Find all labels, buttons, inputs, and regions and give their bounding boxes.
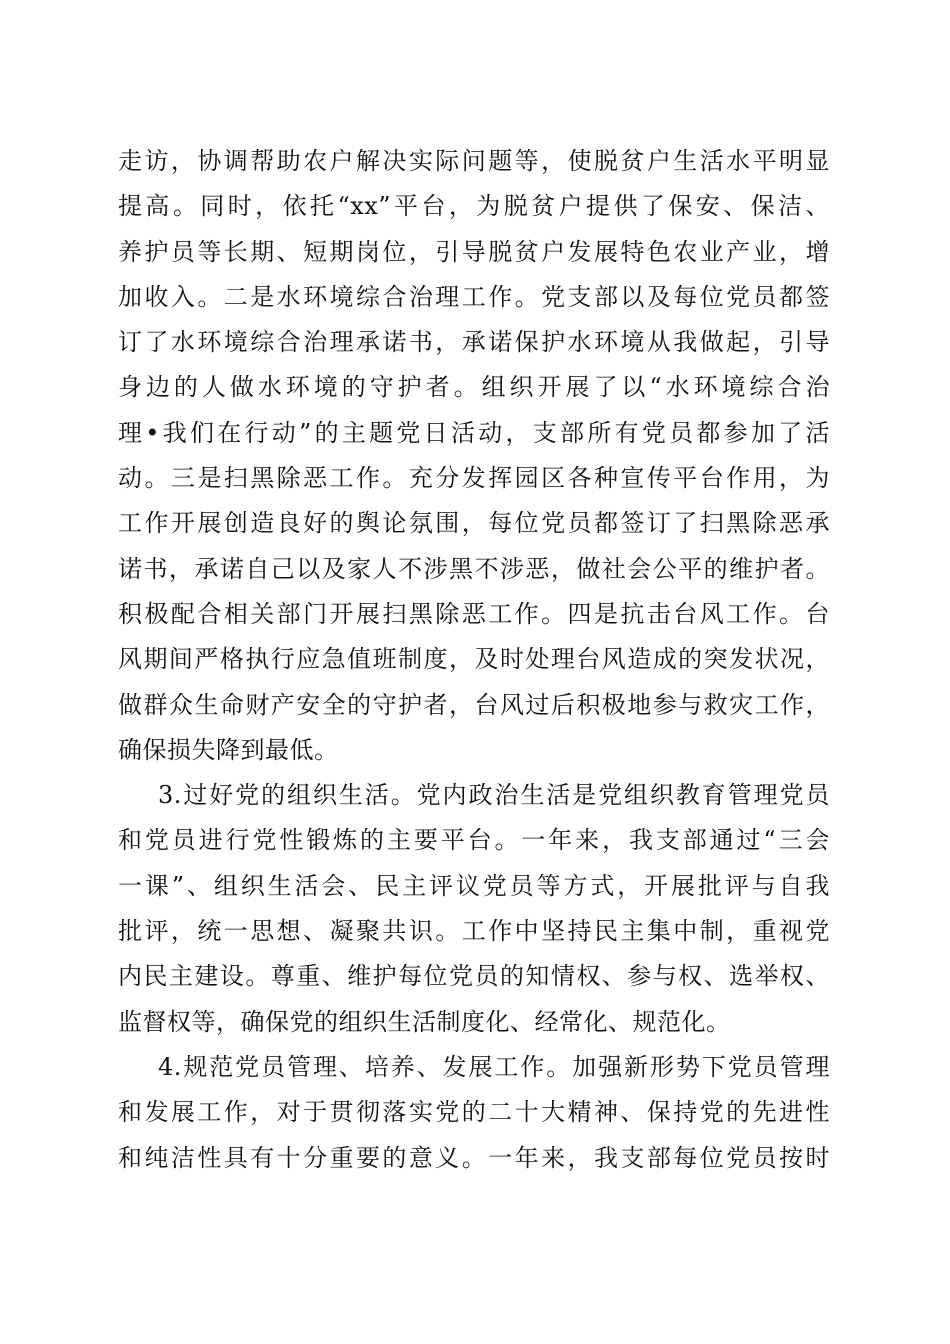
text-line: 工作开展创造良好的舆论氛围，每位党员都签订了扫黑除恶承 xyxy=(118,509,830,538)
text-line: 一课”、组织生活会、民主评议党员等方式，开展批评与自我 xyxy=(118,871,830,900)
text-line: 内民主建设。尊重、维护每位党员的知情权、参与权、选举权、 xyxy=(118,962,830,991)
text-line: 监督权等，确保党的组织生活制度化、经常化、规范化。 xyxy=(118,1007,731,1036)
text-line: 加收入。二是水环境综合治理工作。党支部以及每位党员都签 xyxy=(118,282,830,311)
text-line: 确保损失降到最低。 xyxy=(118,735,339,764)
text-line: 批评，统一思想、凝聚共识。工作中坚持民主集中制，重视党 xyxy=(118,917,830,946)
text-line: 动。三是扫黑除恶工作。充分发挥园区各种宣传平台作用，为 xyxy=(118,464,830,493)
text-line: 订了水环境综合治理承诺书，承诺保护水环境从我做起，引导 xyxy=(118,328,830,357)
body-text xyxy=(118,139,830,1181)
text-line: 养护员等长期、短期岗位，引导脱贫户发展特色农业产业，增 xyxy=(118,237,830,266)
text-line: 风期间严格执行应急值班制度，及时处理台风造成的突发状况， xyxy=(118,645,830,674)
paragraph-4-start: 4.规范党员管理、培养、发展工作。加强新形势下党员管理 xyxy=(158,1052,830,1081)
text-line: 做群众生命财产安全的守护者，台风过后积极地参与救灾工作， xyxy=(118,690,830,719)
text-line: 和纯洁性具有十分重要的意义。一年来，我支部每位党员按时 xyxy=(118,1143,830,1172)
text-line: 理•我们在行动”的主题党日活动，支部所有党员都参加了活 xyxy=(118,418,830,447)
paragraph-3-start: 3.过好党的组织生活。党内政治生活是党组织教育管理党员 xyxy=(158,781,830,810)
text-line: 走访，协调帮助农户解决实际问题等，使脱贫户生活水平明显 xyxy=(118,147,830,175)
text-line: 提高。同时，依托“xx”平台，为脱贫户提供了保安、保洁、 xyxy=(118,192,830,221)
text-line: 和发展工作，对于贯彻落实党的二十大精神、保持党的先进性 xyxy=(118,1098,830,1127)
text-line: 身边的人做水环境的守护者。组织开展了以“水环境综合治 xyxy=(118,373,830,402)
text-line: 积极配合相关部门开展扫黑除恶工作。四是抗击台风工作。台 xyxy=(118,599,830,628)
text-line: 和党员进行党性锻炼的主要平台。一年来，我支部通过“三会 xyxy=(118,826,830,855)
text-line: 诺书，承诺自己以及家人不涉黑不涉恶，做社会公平的维护者。 xyxy=(118,554,830,583)
